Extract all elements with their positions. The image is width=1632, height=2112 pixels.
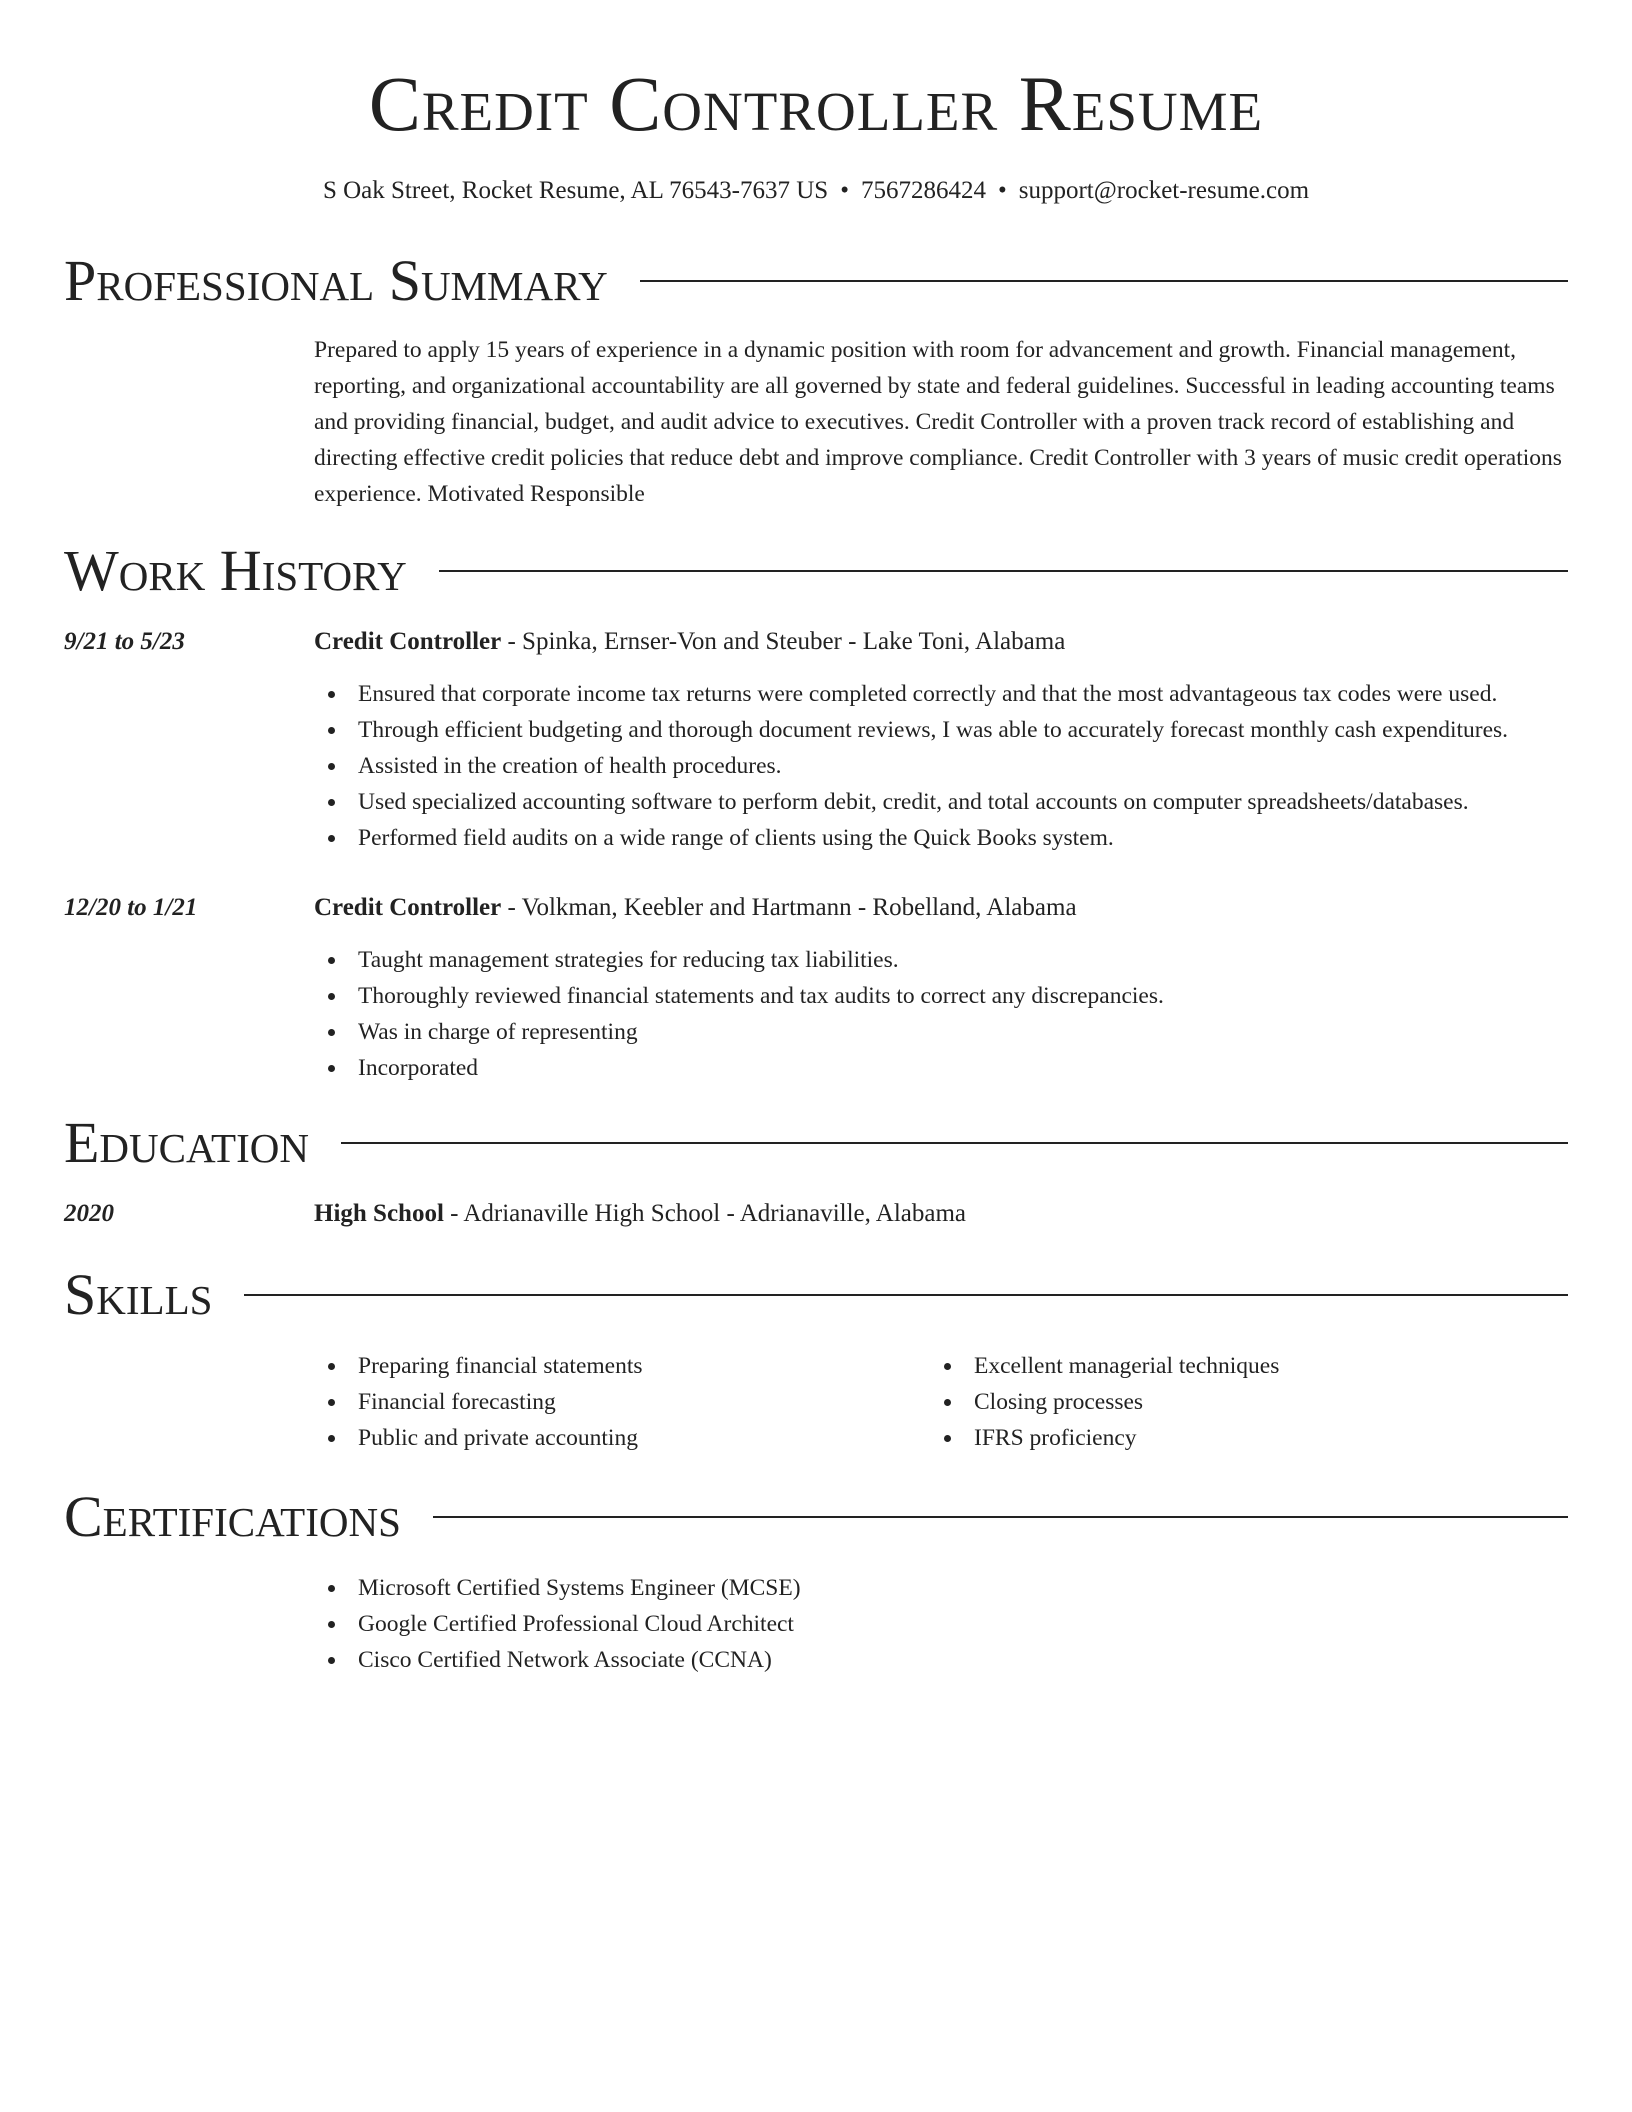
job-bullets [314, 942, 1568, 1086]
skills-column-right [930, 1348, 1546, 1456]
job-heading [314, 890, 1568, 926]
list-item: Microsoft Certified Systems Engineer (MCSE) [314, 1570, 1568, 1606]
section-title-education: Education [64, 1110, 309, 1175]
list-item: Public and private accounting [314, 1420, 930, 1456]
section-divider [439, 570, 1568, 572]
job-employer: - Volkman, Keebler and Hartmann - Robelland, Alabama [501, 894, 1077, 921]
list-item: Performed field audits on a wide range of clients using the Quick Books system. [314, 820, 1568, 856]
education-body [314, 1196, 1568, 1232]
job-entry [64, 890, 1568, 1086]
resume-title: Credit Controller Resume [368, 60, 1264, 147]
skills-block [64, 1328, 1568, 1456]
list-item: Financial forecasting [314, 1384, 930, 1420]
skills-grid [314, 1348, 1568, 1456]
list-item: IFRS proficiency [930, 1420, 1546, 1456]
section-title-summary: Professional Summary [64, 248, 608, 313]
section-title-work: Work History [64, 538, 407, 603]
list-item: Used specialized accounting software to perform debit, credit, and total accounts on computer spreadsheets/databases. [314, 784, 1568, 820]
list-item: Closing processes [930, 1384, 1546, 1420]
section-divider [244, 1294, 1568, 1296]
list-item: Cisco Certified Network Associate (CCNA) [314, 1642, 1568, 1678]
list-item: Thoroughly reviewed financial statements and tax audits to correct any discrepancies. [314, 978, 1568, 1014]
certifications-list [314, 1570, 1568, 1678]
contact-address: S Oak Street, Rocket Resume, AL 76543-7637 US [322, 177, 829, 204]
list-item: Assisted in the creation of health procedures. [314, 748, 1568, 784]
contact-separator: • [840, 177, 849, 204]
job-entry [64, 624, 1568, 856]
job-body [314, 624, 1568, 856]
contact-phone: 7567286424 [860, 177, 986, 204]
list-item: Was in charge of representing [314, 1014, 1568, 1050]
job-heading [314, 624, 1568, 660]
list-item: Excellent managerial techniques [930, 1348, 1546, 1384]
list-item: Through efficient budgeting and thorough document reviews, I was able to accurately forecast monthly cash expenditures. [314, 712, 1568, 748]
job-dates: 12/20 to 1/21 [64, 894, 198, 921]
job-dates: 9/21 to 5/23 [64, 628, 185, 655]
section-title-certifications: Certifications [64, 1484, 401, 1549]
job-title: Credit Controller [314, 894, 502, 921]
job-body [314, 890, 1568, 1086]
section-header-skills [64, 1262, 1568, 1328]
contact-line [64, 174, 1568, 208]
list-item: Ensured that corporate income tax returns were completed correctly and that the most advantageous tax codes were used. [314, 676, 1568, 712]
education-degree: High School [314, 1200, 444, 1227]
section-header-work [64, 538, 1568, 604]
list-item: Google Certified Professional Cloud Architect [314, 1606, 1568, 1642]
skills-column-left [314, 1348, 930, 1456]
education-year: 2020 [64, 1200, 114, 1227]
contact-email: support@rocket-resume.com [1018, 177, 1310, 204]
education-school: - Adrianaville High School - Adrianaville, Alabama [443, 1200, 967, 1227]
section-header-education [64, 1110, 1568, 1176]
section-divider [433, 1516, 1568, 1518]
section-header-certifications [64, 1484, 1568, 1550]
section-divider [341, 1142, 1568, 1144]
job-title: Credit Controller [314, 628, 502, 655]
summary-block [64, 332, 1568, 512]
list-item: Taught management strategies for reducing tax liabilities. [314, 942, 1568, 978]
section-title-skills: Skills [64, 1262, 213, 1327]
summary-text: Prepared to apply 15 years of experience in a dynamic position with room for advancement and growth. Financial management, reporting, and organizational accountability are all governed by state and federal guidelines. Successful in leading accounting teams and providing financial, budget, and audit advice to executives. Credit Controller with a proven track record of establishing and directing effective credit policies that reduce debt and improve compliance. Credit Controller with 3 years of music credit operations experience. Motivated Responsible [314, 337, 1562, 507]
contact-separator: • [997, 177, 1007, 204]
education-heading [314, 1196, 1568, 1232]
section-header-summary [64, 248, 1568, 314]
section-divider [640, 280, 1568, 282]
list-item: Preparing financial statements [314, 1348, 930, 1384]
certifications-block [64, 1550, 1568, 1678]
list-item: Incorporated [314, 1050, 1568, 1086]
certifications-body [314, 1550, 1568, 1678]
job-employer: - Spinka, Ernser-Von and Steuber - Lake Toni, Alabama [501, 628, 1066, 655]
job-bullets [314, 676, 1568, 856]
education-entry [64, 1196, 1568, 1232]
